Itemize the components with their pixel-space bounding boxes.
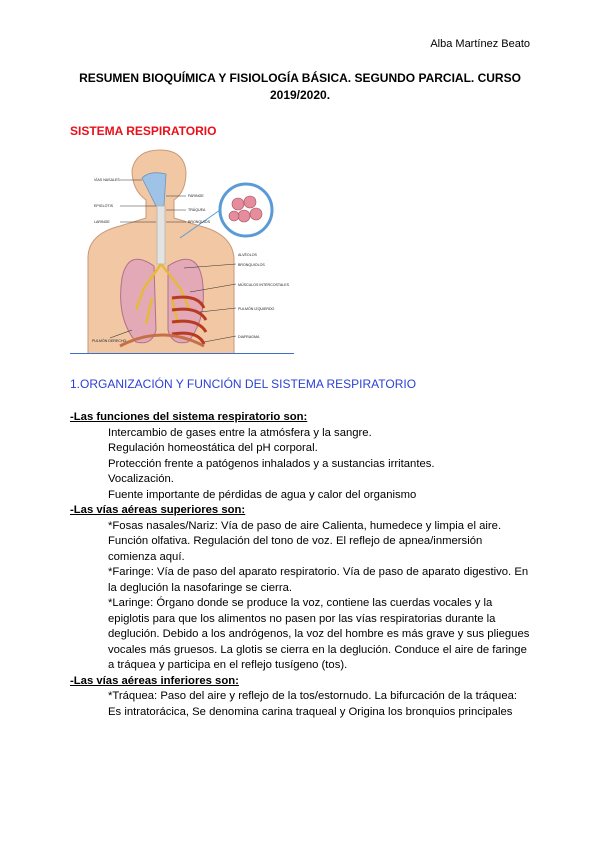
respiratory-system-figure [80,148,292,354]
figure-label: TRÁQUEA [188,208,206,212]
document-body [70,410,532,720]
section-heading: 1.ORGANIZACIÓN Y FUNCIÓN DEL SISTEMA RESPIRATORIO [70,377,417,391]
figure-label: DIAFRAGMA [238,335,260,339]
list-item: Regulación homeostática del pH corporal. [108,442,318,454]
figure-label: FARINGE [188,194,204,198]
paragraph: *Laringe: Órgano donde se produce la voz, contiene las cuerdas vocales y la epiglotis para que los alimentos no pasen por las vías respiratorias durante la deglución. Debido a los andrógenos, la voz del hombre es más grave y sus pliegues vocales más gruesos. La glotis se cierra en la deglución. Conduce el aire de faringe a tráquea y participa en el reflejo tusígeno (tos). [108,597,530,671]
figure-label: BRONQUIOS [188,220,210,224]
document-title: RESUMEN BIOQUÍMICA Y FISIOLOGÍA BÁSICA. SEGUNDO PARCIAL. CURSO 2019/2020. [79,71,521,102]
figure-label: PULMÓN IZQUIERDO [238,307,275,311]
author-name: Alba Martínez Beato [430,38,530,50]
list-item: Fuente importante de pérdidas de agua y calor del organismo [108,488,417,501]
figure-label: BRONQUIOLOS [238,263,265,267]
paragraph: *Fosas nasales/Nariz: Vía de paso de aire Calienta, humedece y limpia el aire. Función olfativa. Regulación del tono de voz. El reflejo de apnea/inmersión comienza aquí. [108,519,502,563]
figure-label: ALVÉOLOS [238,253,257,257]
lower-airways-heading: -Las vías aéreas inferiores son: [70,674,239,687]
figure-label: PULMÓN DERECHO [92,339,127,343]
section-title: SISTEMA RESPIRATORIO [70,124,217,138]
figure-label: MÚSCULOS INTERCOSTALES [238,283,290,287]
paragraph: *Faringe: Vía de paso del aparato respiratorio. Vía de paso de aparato digestivo. En la deglución la nasofaringe se cierra. [108,566,529,594]
upper-airways-heading: -Las vías aéreas superiores son: [70,504,246,516]
figure-underline [70,353,294,354]
paragraph: *Tráquea: Paso del aire y reflejo de la tos/estornudo. La bifurcación de la tráquea: Es intratorácica, Se denomina carina traqueal y Origina los bronquios principales [108,690,518,718]
list-item: Intercambio de gases entre la atmósfera y la sangre. [108,426,372,439]
figure-label: LARINGE [94,220,110,224]
list-item: Vocalización. [108,473,174,485]
figure-label: EPIGLOTIS [94,204,113,208]
functions-heading: -Las funciones del sistema respiratorio son: [70,411,308,423]
figure-label: VÍAS NASALES [94,178,120,182]
list-item: Protección frente a patógenos inhalados y a sustancias irritantes. [108,457,435,470]
